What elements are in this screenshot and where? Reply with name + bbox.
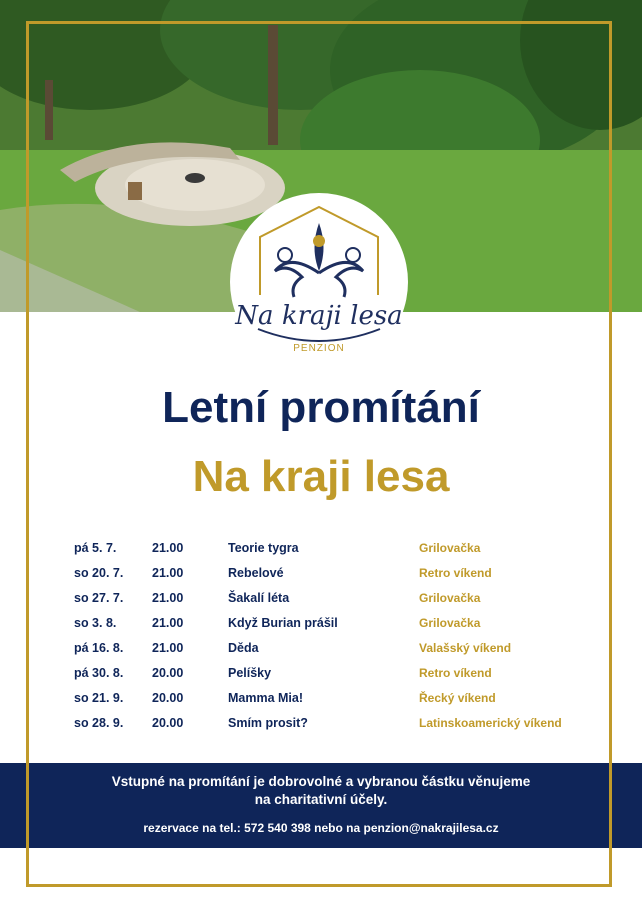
schedule-row: [74, 616, 594, 641]
reservation-contact: rezervace na tel.: 572 540 398 nebo na penzion@nakrajilesa.cz: [143, 821, 499, 835]
screening-date: pá 16. 8.: [74, 641, 124, 655]
schedule-row: [74, 691, 594, 716]
event-theme: Grilovačka: [419, 541, 481, 555]
film-title: Rebelové: [228, 566, 284, 580]
screening-schedule: [74, 541, 594, 741]
film-title: Děda: [228, 641, 259, 655]
screening-time: 21.00: [152, 616, 184, 630]
film-title: Pelíšky: [228, 666, 272, 680]
screening-date: so 27. 7.: [74, 591, 124, 605]
screening-date: so 21. 9.: [74, 691, 124, 705]
screening-time: 21.00: [152, 541, 184, 555]
page-title: Letní promítání: [162, 383, 480, 432]
screening-time: 21.00: [152, 566, 184, 580]
screening-date: so 3. 8.: [74, 616, 117, 630]
film-title: Když Burian prášil: [228, 616, 338, 630]
screening-time: 20.00: [152, 716, 184, 730]
film-title: Mamma Mia!: [228, 691, 304, 705]
screening-time: 20.00: [152, 691, 184, 705]
screening-date: so 20. 7.: [74, 566, 124, 580]
logo-name: Na kraji lesa: [235, 301, 403, 331]
event-theme: Latinskoamerický víkend: [419, 716, 562, 730]
schedule-row: [74, 591, 594, 616]
event-theme: Řecký víkend: [419, 691, 496, 705]
schedule-row: [74, 566, 594, 591]
event-theme: Retro víkend: [419, 666, 492, 680]
penzion-logo: [230, 193, 408, 371]
screening-date: so 28. 9.: [74, 716, 124, 730]
screening-time: 21.00: [152, 591, 184, 605]
page-subtitle: Na kraji lesa: [192, 452, 450, 501]
screening-time: 20.00: [152, 666, 184, 680]
event-theme: Grilovačka: [419, 591, 481, 605]
info-footer-band: [0, 763, 642, 848]
schedule-row: [74, 666, 594, 691]
schedule-row: [74, 641, 594, 666]
film-title: Šakalí léta: [228, 591, 290, 605]
screening-time: 21.00: [152, 641, 184, 655]
admission-note-line2: na charitativní účely.: [254, 792, 388, 807]
schedule-row: [74, 541, 594, 566]
event-theme: Retro víkend: [419, 566, 492, 580]
film-title: Smím prosit?: [228, 716, 308, 730]
event-theme: Valašský víkend: [419, 641, 512, 655]
screening-date: pá 30. 8.: [74, 666, 124, 680]
film-title: Teorie tygra: [228, 541, 299, 555]
event-theme: Grilovačka: [419, 616, 481, 630]
screening-date: pá 5. 7.: [74, 541, 117, 555]
logo-subtitle: PENZION: [293, 343, 345, 354]
admission-note-line1: Vstupné na promítání je dobrovolné a vybranou částku věnujeme: [111, 774, 531, 789]
schedule-row: [74, 716, 594, 741]
